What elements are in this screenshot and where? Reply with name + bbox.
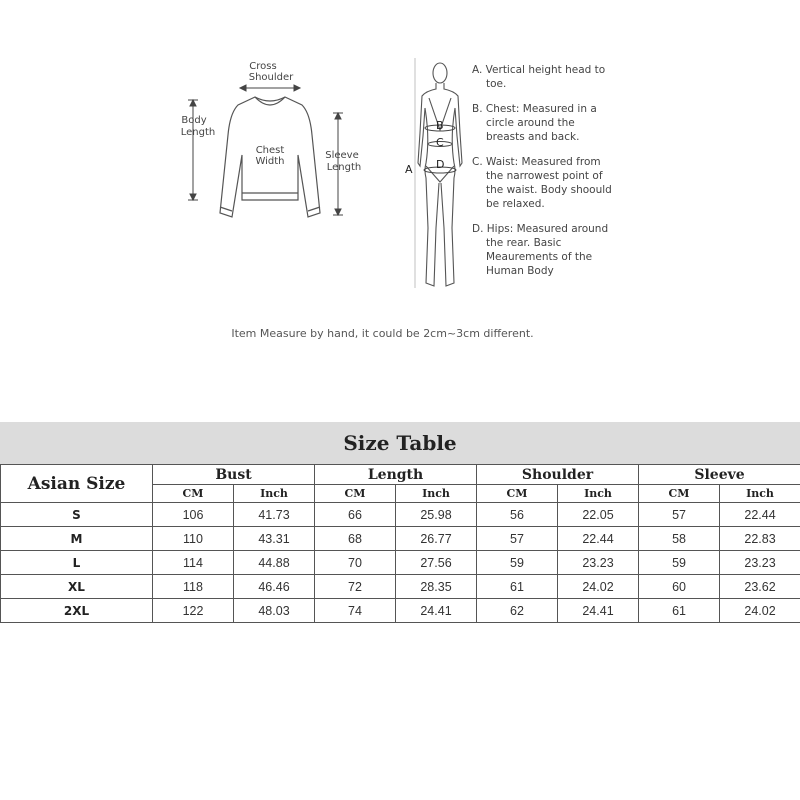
cross-shoulder-label-2: Shoulder [248,72,294,83]
chest-width-label-1: Chest [255,145,285,156]
value-cell: 22.44 [720,503,800,527]
value-cell: 56 [477,503,558,527]
value-cell: 25.98 [396,503,477,527]
note-chest: B. Chest: Measured in a circle around the breasts and back. [472,103,597,143]
length-header: Length [315,465,477,485]
sleeve-length-label-2: Length [326,162,362,173]
table-row [1,551,800,575]
value-cell: 58 [639,527,720,551]
value-cell: 27.56 [396,551,477,575]
size-table-section [0,422,800,623]
value-cell: 57 [477,527,558,551]
unit-cm-header: CM [153,485,234,503]
table-row [1,527,800,551]
human-body-diagram [400,58,480,293]
sleeve-header: Sleeve [639,465,800,485]
note-height: A. Vertical height head to toe. [472,64,606,90]
body-length-label-2: Length [180,127,216,138]
measurement-notes [472,63,612,289]
value-cell: 23.23 [720,551,800,575]
asian-size-header: Asian Size [1,465,153,503]
shoulder-header: Shoulder [477,465,639,485]
unit-inch-header: Inch [234,485,315,503]
value-cell: 61 [477,575,558,599]
value-cell: 118 [153,575,234,599]
value-cell: 110 [153,527,234,551]
unit-cm-header: CM [315,485,396,503]
size-cell: XL [1,575,153,599]
value-cell: 122 [153,599,234,623]
value-cell: 24.02 [558,575,639,599]
value-cell: 23.62 [720,575,800,599]
value-cell: 22.83 [720,527,800,551]
value-cell: 22.05 [558,503,639,527]
bust-header: Bust [153,465,315,485]
note-waist: C. Waist: Measured from the narrowest point of the waist. Body shoould be relaxed. [472,156,612,210]
value-cell: 43.31 [234,527,315,551]
value-cell: 22.44 [558,527,639,551]
measurement-disclaimer: Item Measure by hand, it could be 2cm~3cm different. [231,327,534,340]
value-cell: 24.41 [558,599,639,623]
cross-shoulder-label-1: Cross [249,61,277,72]
value-cell: 46.46 [234,575,315,599]
value-cell: 26.77 [396,527,477,551]
value-cell: 24.41 [396,599,477,623]
value-cell: 57 [639,503,720,527]
value-cell: 106 [153,503,234,527]
value-cell: 23.23 [558,551,639,575]
size-cell: M [1,527,153,551]
value-cell: 59 [639,551,720,575]
unit-inch-header: Inch [720,485,800,503]
value-cell: 62 [477,599,558,623]
human-figure-icon [418,63,462,286]
marker-c: C [436,136,444,149]
value-cell: 72 [315,575,396,599]
marker-b: B [436,119,444,132]
unit-cm-header: CM [639,485,720,503]
table-row [1,599,800,623]
sleeve-length-label-1: Sleeve [325,150,359,161]
marker-d: D [436,158,445,171]
value-cell: 41.73 [234,503,315,527]
value-cell: 24.02 [720,599,800,623]
table-row [1,503,800,527]
chest-width-label-2: Width [255,156,285,167]
value-cell: 44.88 [234,551,315,575]
note-hips: D. Hips: Measured around the rear. Basic Meaurements of the Human Body [472,223,609,277]
value-cell: 48.03 [234,599,315,623]
size-cell: 2XL [1,599,153,623]
value-cell: 68 [315,527,396,551]
unit-inch-header: Inch [396,485,477,503]
value-cell: 74 [315,599,396,623]
value-cell: 60 [639,575,720,599]
value-cell: 59 [477,551,558,575]
size-cell: S [1,503,153,527]
unit-cm-header: CM [477,485,558,503]
size-cell: L [1,551,153,575]
table-row [1,575,800,599]
value-cell: 61 [639,599,720,623]
marker-a: A [405,163,413,176]
value-cell: 66 [315,503,396,527]
unit-inch-header: Inch [558,485,639,503]
size-table [0,464,800,623]
value-cell: 70 [315,551,396,575]
garment-measurement-diagram [170,55,370,225]
value-cell: 28.35 [396,575,477,599]
size-table-title: Size Table [0,422,800,464]
body-length-label-1: Body [181,115,207,126]
value-cell: 114 [153,551,234,575]
